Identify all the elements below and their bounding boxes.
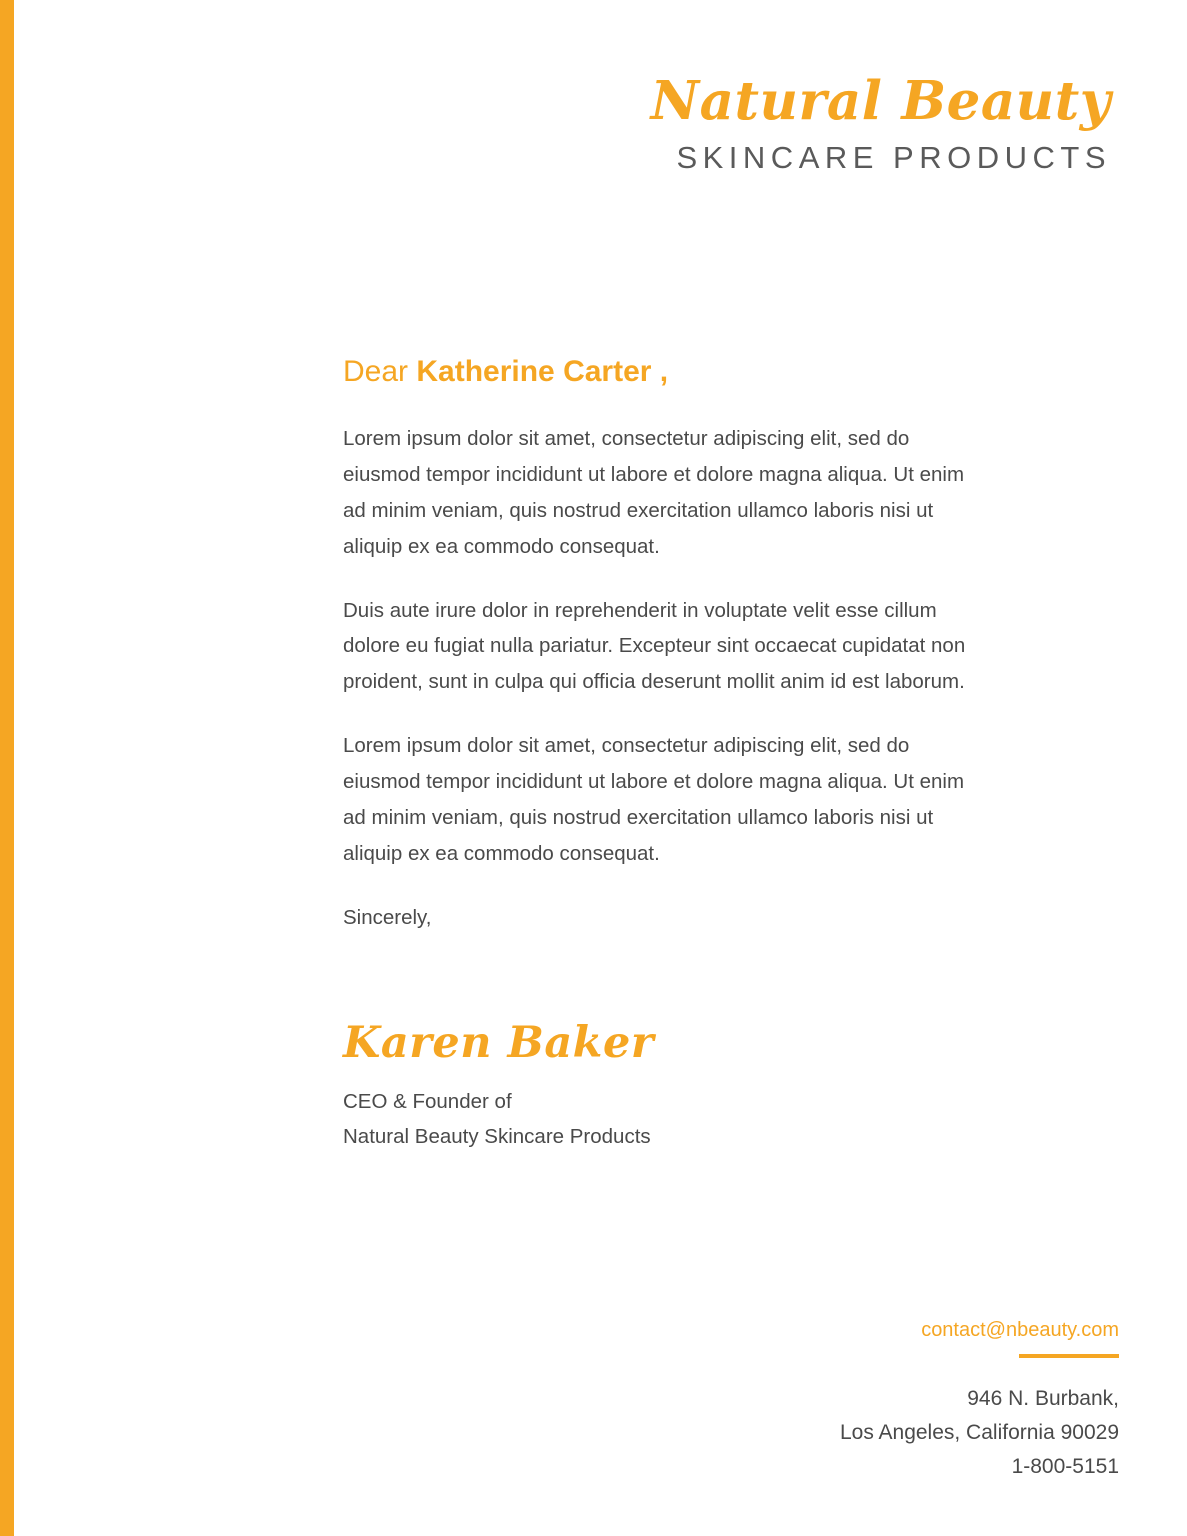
brand-tagline: SKINCARE PRODUCTS bbox=[676, 140, 1111, 176]
paragraph-3: Lorem ipsum dolor sit amet, consectetur adipiscing elit, sed do eiusmod tempor incididunt ut labore et dolore magna aliqua. Ut enim ad minim veniam, quis nostrud exercitation ullamco laboris nisi ut aliquip ex ea commodo consequat. bbox=[343, 734, 965, 865]
signer-title bbox=[343, 1084, 983, 1155]
closing-text: Sincerely, bbox=[343, 905, 432, 929]
left-accent-bar bbox=[0, 0, 14, 1536]
letterhead-header bbox=[651, 72, 1111, 176]
contact-email[interactable]: contact@nbeauty.com bbox=[921, 1318, 1119, 1341]
salutation-prefix: Dear bbox=[343, 355, 417, 388]
brand-name: Natural Beauty bbox=[650, 70, 1111, 132]
letterhead-footer bbox=[840, 1319, 1119, 1484]
paragraph-2: Duis aute irure dolor in reprehenderit in voluptate velit esse cillum dolore eu fugiat nulla pariatur. Excepteur sint occaecat cupidatat non proident, sunt in culpa qui officia deserunt mollit anim id est laborum. bbox=[343, 598, 966, 694]
signature-name: Karen Baker bbox=[343, 1017, 654, 1068]
address-line-1: 946 N. Burbank, bbox=[967, 1386, 1119, 1410]
recipient-name: Katherine Carter , bbox=[416, 355, 669, 388]
phone-number: 1-800-5151 bbox=[1011, 1454, 1119, 1478]
signer-title-line1: CEO & Founder of bbox=[343, 1089, 512, 1113]
footer-divider bbox=[1019, 1354, 1119, 1358]
address-line-2: Los Angeles, California 90029 bbox=[839, 1420, 1119, 1444]
letter-body bbox=[343, 352, 983, 1154]
signer-title-line2: Natural Beauty Skincare Products bbox=[343, 1124, 651, 1148]
salutation bbox=[343, 352, 983, 391]
paragraph-1: Lorem ipsum dolor sit amet, consectetur adipiscing elit, sed do eiusmod tempor incididunt ut labore et dolore magna aliqua. Ut enim ad minim veniam, quis nostrud exercitation ullamco laboris nisi ut aliquip ex ea commodo consequat. bbox=[343, 427, 965, 558]
